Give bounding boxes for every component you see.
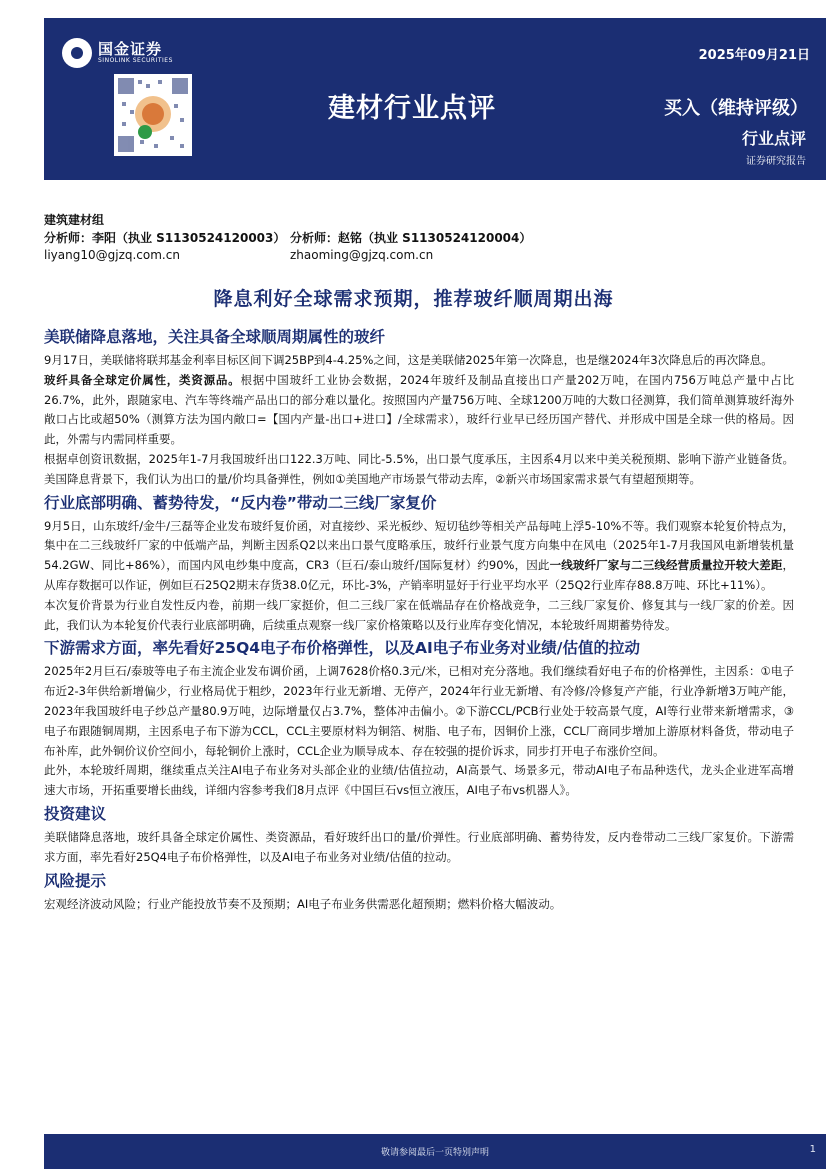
paragraph: 9月5日，山东玻纤/金牛/三磊等企业发布玻纤复价函，对直接纱、采光板纱、短切毡纱等相关产品每吨上浮5-10%不等。我们观察本轮复价特点为，集中在二三线玻纤厂家的中低端产品，判断主因系Q2以来出口景气度略承压，玻纤行业景气度方向集中在风电（2025年1-7月我国风电新增装机量54.2GW、同比+86%），而国内风电纱集中度高，CR3（巨石/泰山玻纤/国际复材）约90%，因此一线玻纤厂家与二三线经营质量拉开较大差距，从库存数据可以作证，例如巨石25Q2期末存货38.0亿元，环比-3%，产销率明显好于行业平均水平（25Q2行业库存88.8万吨、环比+11%）。: [44, 518, 794, 592]
page-number: 1: [809, 1144, 816, 1155]
report-date: 2025年09月21日: [698, 48, 810, 63]
paragraph: 根据卓创资讯数据，2025年1-7月我国玻纤出口122.3万吨、同比-5.5%，出口景气度承压，主因系4月以来中美关税预期、影响下游产业链备货。美国降息背景下，我们认为出口的量/价均具备弹性，例如①美国地产市场景气带动去库，②新兴市场国家需求景气有望超预期等。: [44, 451, 794, 486]
paragraph: 玻纤具备全球定价属性，类资源品。根据中国玻纤工业协会数据，2024年玻纤及制品直接出口产量202万吨，在国内756万吨总产量中占比26.7%，此外，跟随家电、汽车等终端产品出口的部分难以量化。按照国内产量756万吨、全球1200万吨的大数口径测算，我们简单测算玻纤海外敞口占比或超50%（测算方法为国内敞口=【国内产量-出口+进口】/全球需求），玻纤行业早已经历国产替代、并形成中国是全球一供的格局。因此，外需与内需同样重要。: [44, 372, 795, 447]
paragraph: 2025年2月巨石/泰玻等电子布主流企业发布调价函，上调7628价格0.3元/米，已相对充分落地。我们继续看好电子布的价格弹性，主因系：①电子布近2-3年供给新增偏少，行业格局优于粗纱，2023年行业无新增、无停产，2024年行业无新增、有冷修/冷修复产产能，行业净新增3万吨产能，2023年我国玻纤电子纱总产量80.9万吨，边际增量仅占3.7%，整体冲击偏小。②下游CCL/PCB行业处于较高景气度，AI等行业带来新增需求，③电子布跟随铜周期，主因系电子布下游为CCL，CCL主要原材料为铜箔、树脂、电子布，因铜价上涨，CCL厂商同步增加上游原材料备货，带动电子布补库，此外铜价议价空间小，每轮铜价上涨时，CCL企业为顺导成本、存在较强的提价诉求，同步打开电子布涨价空间。: [44, 664, 794, 758]
qr-code-icon: [114, 74, 192, 156]
page-footer: [44, 1134, 826, 1169]
report-type: 行业点评: [741, 129, 806, 148]
report-body: [44, 324, 794, 914]
paragraph: 宏观经济波动风险；行业产能投放节奏不及预期；AI电子布业务供需恶化超预期；燃料价格大幅波动。: [44, 896, 562, 911]
section-heading: 美联储降息落地，关注具备全球顺周期属性的玻纤: [44, 328, 386, 346]
report-category: 证券研究报告: [746, 156, 806, 167]
report-section-title: 建材行业点评: [328, 93, 496, 124]
paragraph: 此外，本轮玻纤周期，继续重点关注AI电子布业务对头部企业的业绩/估值拉动，AI高景气、场景多元，带动AI电子布品种迭代，龙头企业进军高增速大市场，开拓重要增长曲线，详细内容参考我们8月点评《中国巨石vs恒立液压，AI电子布vs机器人》。: [44, 763, 794, 798]
analyst-2-email[interactable]: zhaoming@gjzq.com.cn: [290, 248, 434, 262]
report-header: [44, 18, 826, 180]
logo-name-cn: 国金证券: [98, 40, 163, 58]
document-title: 降息利好全球需求预期，推荐玻纤顺周期出海: [213, 288, 614, 310]
analyst-2: 分析师：赵铭（执业 S1130524120004）: [290, 231, 532, 245]
paragraph: 9月17日，美联储将联邦基金利率目标区间下调25BP到4-4.25%之间，这是美联储2025年第一次降息，也是继2024年3次降息后的再次降息。: [44, 353, 773, 367]
analyst-1-email[interactable]: liyang10@gjzq.com.cn: [44, 248, 180, 262]
section-heading: 下游需求方面，率先看好25Q4电子布价格弹性，以及AI电子布业务对业绩/估值的拉动: [44, 639, 640, 658]
analyst-1: 分析师：李阳（执业 S1130524120003）: [44, 231, 286, 245]
section-heading: 投资建议: [44, 804, 107, 823]
section-heading: 风险提示: [44, 871, 107, 890]
section-heading: 行业底部明确、蓄势待发，“反内卷”带动二三线厂家复价: [44, 493, 437, 512]
company-logo: [62, 38, 173, 68]
paragraph: 本次复价背景为行业自发性反内卷，前期一线厂家挺价，但二三线厂家在低端品存在价格战竞争，二三线厂家复价、修复其与一线厂家的价差。因此，我们认为本轮复价代表行业底部明确，后续重点观察一线厂家价格策略以及行业库存变化情况，本轮玻纤周期蓄势待发。: [44, 597, 794, 632]
logo-name-en: SINOLINK SECURITIES: [98, 57, 173, 64]
paragraph: 美联储降息落地，玻纤具备全球定价属性、类资源品，看好玻纤出口的量/价弹性。行业底部明确、蓄势待发，反内卷带动二三线厂家复价。下游需求方面，率先看好25Q4电子布价格弹性，以及AI电子布业务对业绩/估值的拉动。: [44, 829, 794, 864]
investment-rating: 买入（维持评级）: [664, 98, 808, 119]
disclaimer-link[interactable]: 敬请参阅最后一页特别声明: [380, 1148, 489, 1158]
analyst-group: 建筑建材组: [44, 213, 105, 227]
logo-mark-icon: [62, 38, 92, 68]
